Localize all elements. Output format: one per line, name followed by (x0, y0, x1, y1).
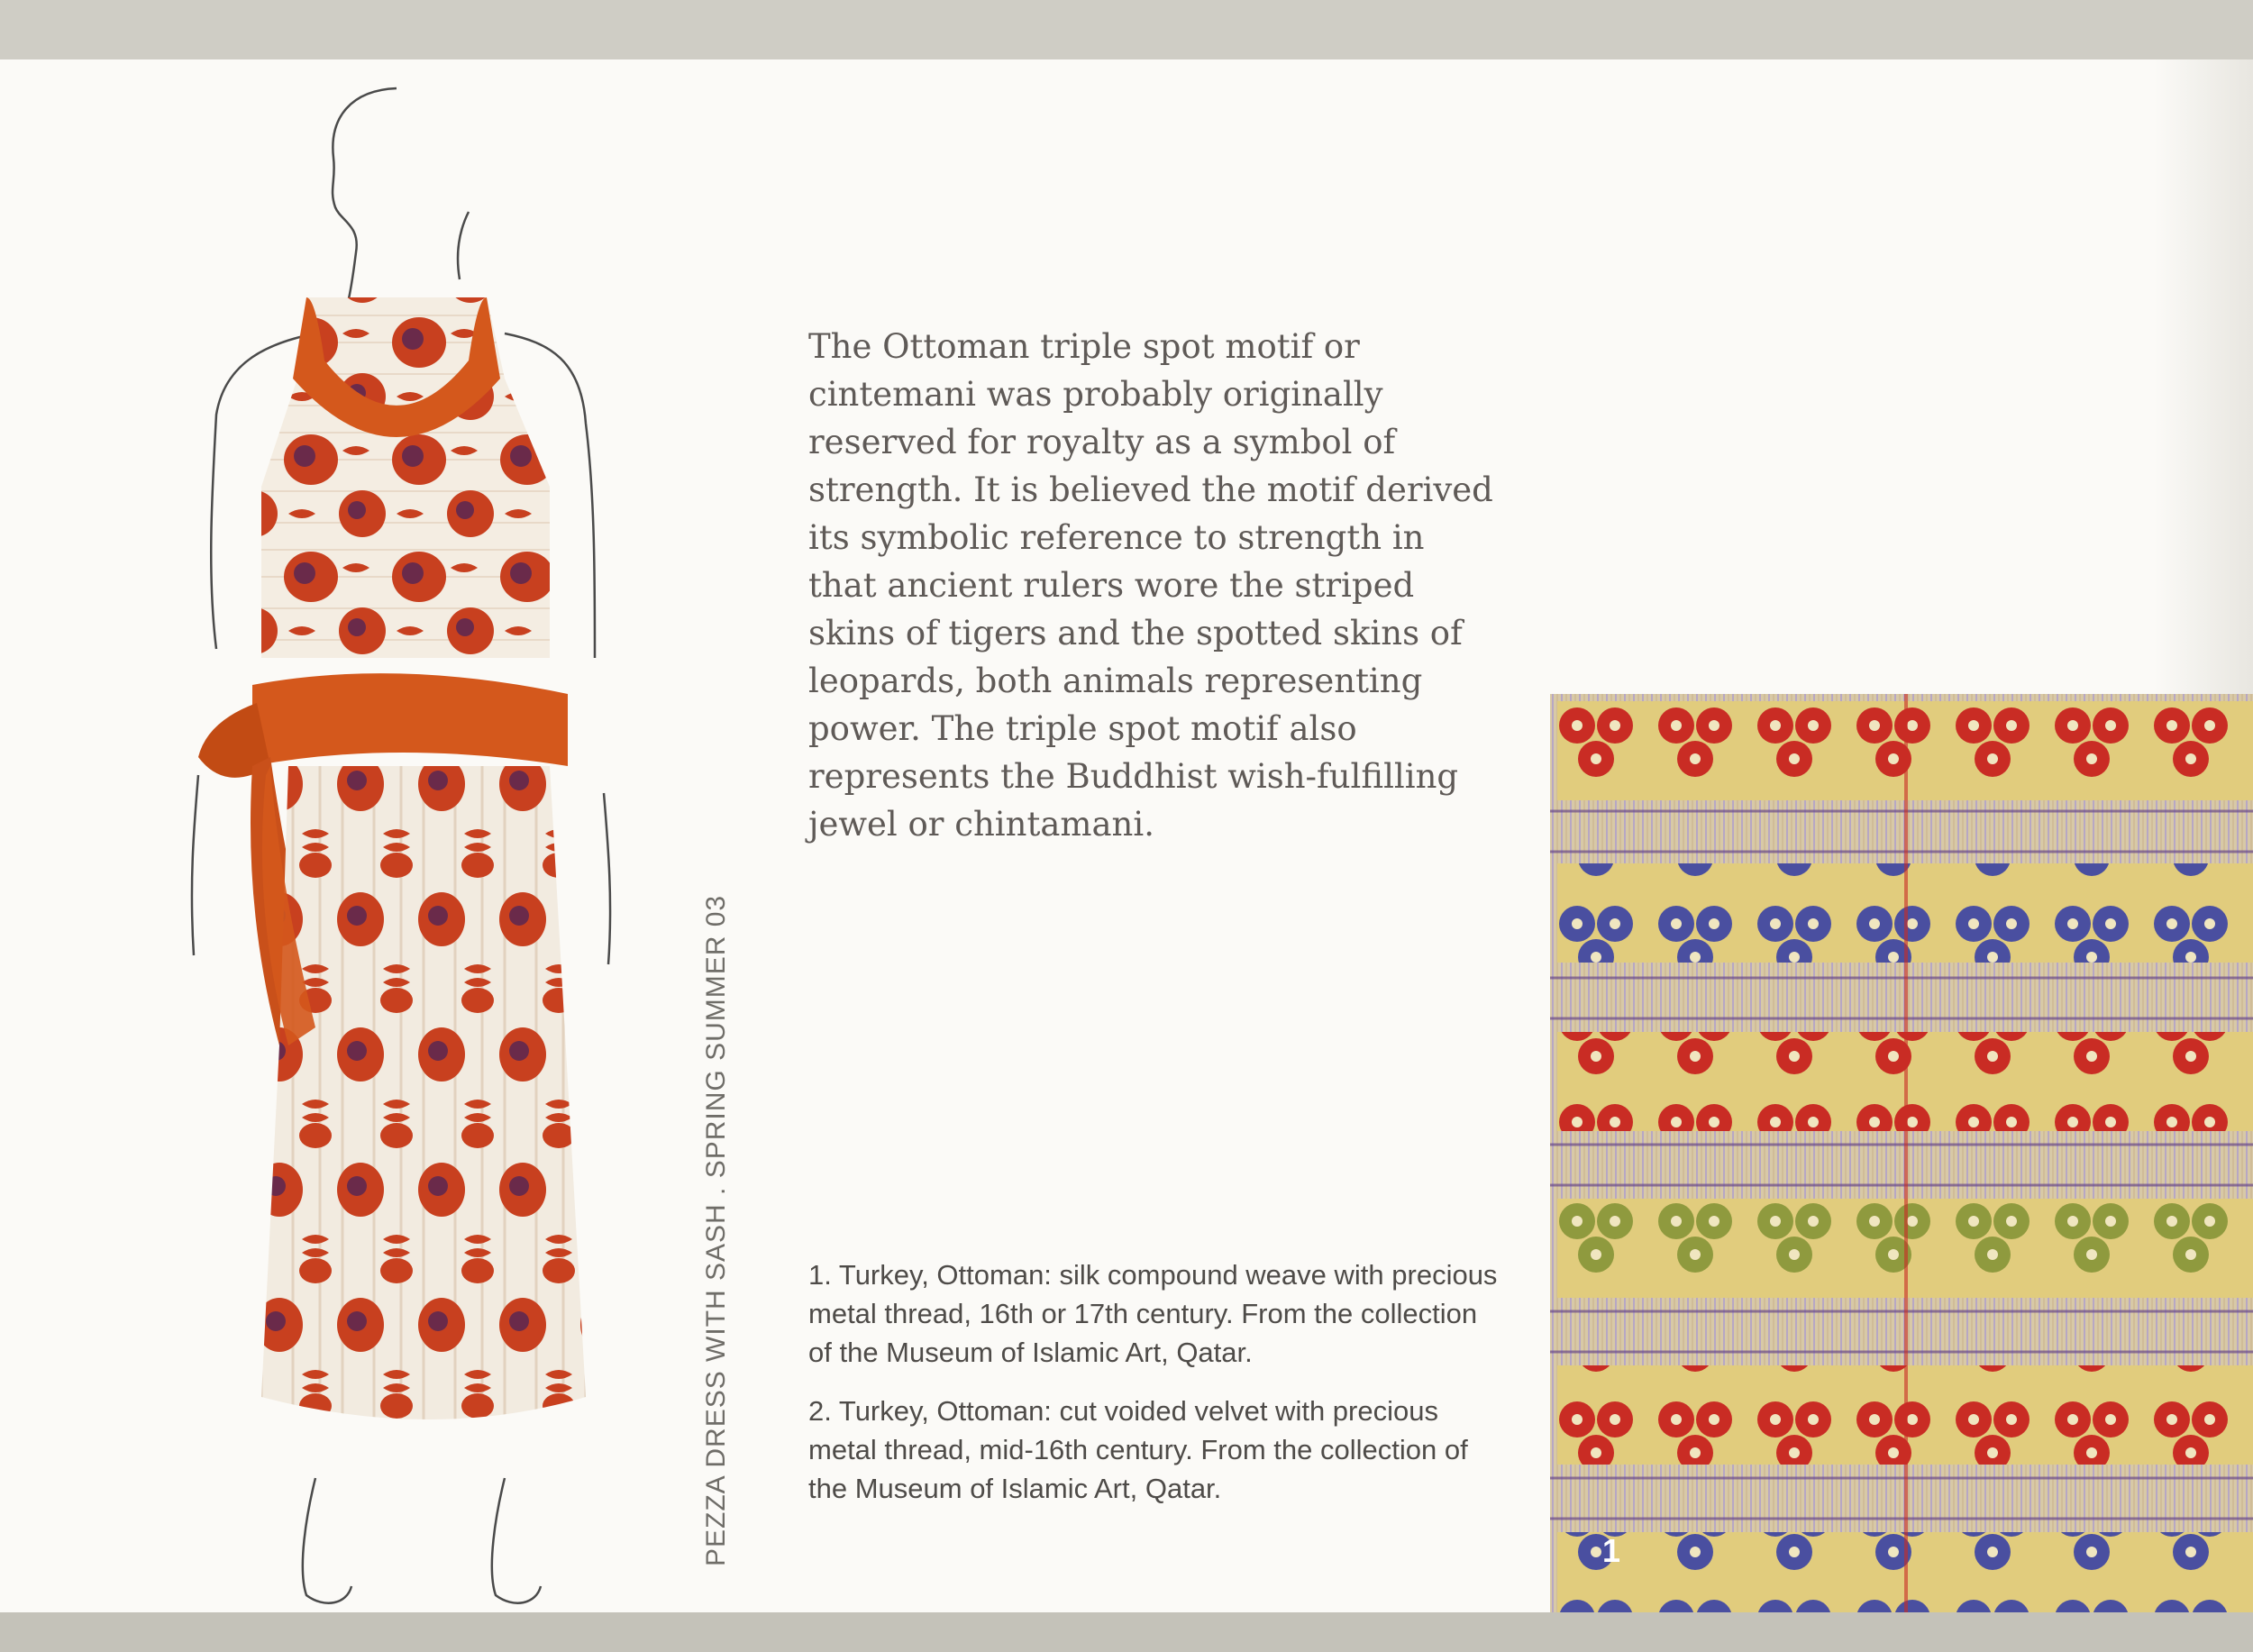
caption-2: 2. Turkey, Ottoman: cut voided velvet with precious metal thread, mid-16th century. From the collection of the Museum of Islamic Art, Qatar. (808, 1395, 1468, 1504)
captions (808, 1255, 1502, 1528)
textile-photo (1550, 694, 2253, 1652)
bottom-band (0, 1612, 2253, 1652)
top-band (0, 0, 2253, 59)
side-caption: PEZZA DRESS WITH SASH . SPRING SUMMER 03 (701, 894, 731, 1566)
body-paragraph: The Ottoman triple spot motif or cintemani was probably originally reserved for royalty as a symbol of strength. It is believed the motif derived its symbolic reference to strength in that ancient rulers wore the striped skins of tigers and the spotted skins of leopards, both animals representing power. The triple spot motif also represents the Buddhist wish-fulfilling jewel or chintamani. (808, 327, 1493, 844)
dress-illustration (171, 72, 658, 1622)
caption-1: 1. Turkey, Ottoman: silk compound weave with precious metal thread, 16th or 17th century. From the collection of the Museum of Islamic Art, Qatar. (808, 1259, 1498, 1368)
textile-figure-number: 1 (1602, 1532, 1621, 1569)
